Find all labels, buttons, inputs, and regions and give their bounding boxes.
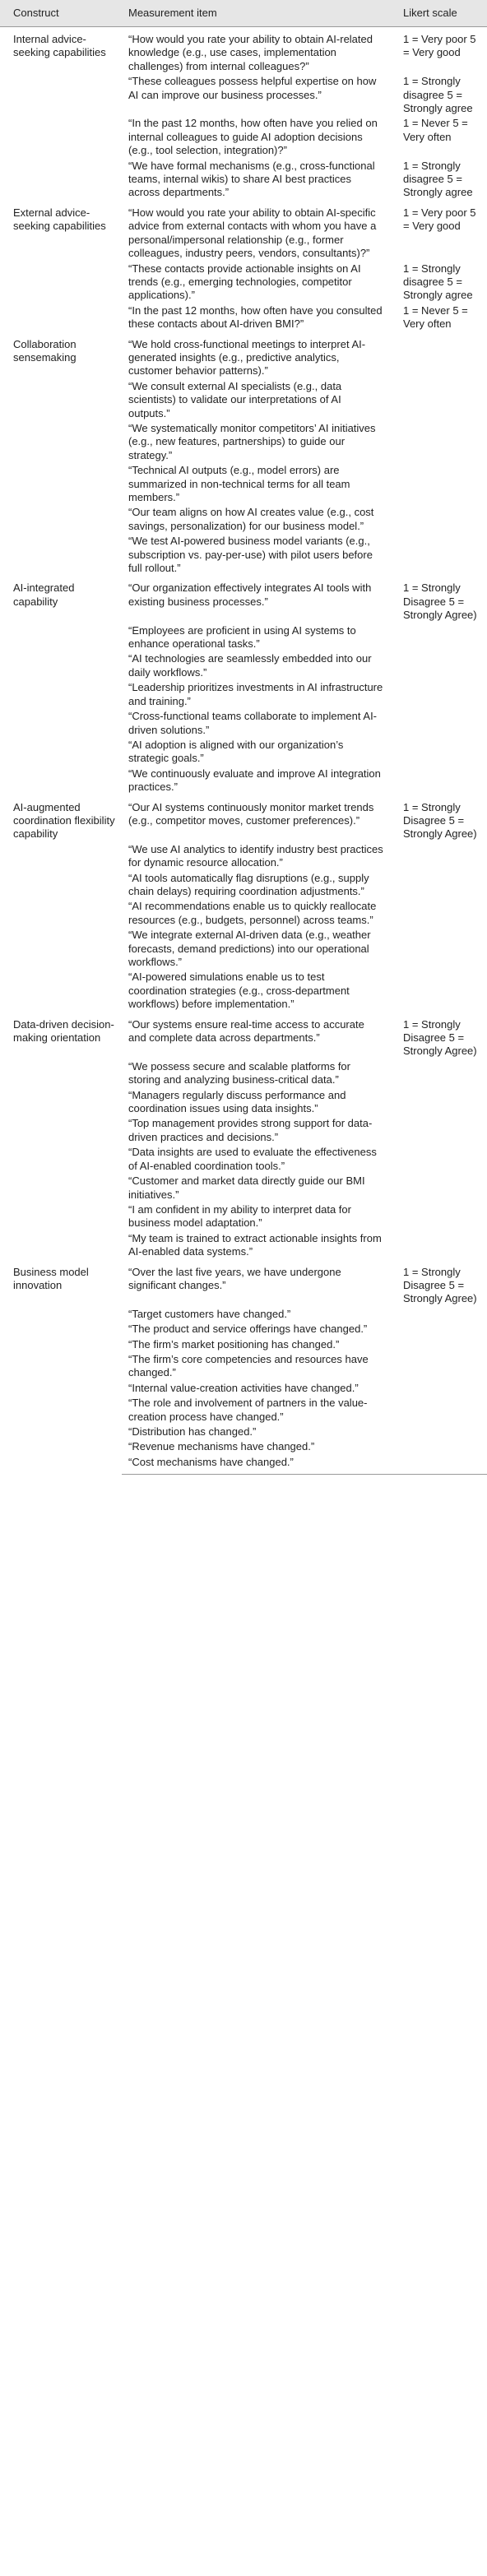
likert-scale-cell [397, 332, 487, 379]
likert-scale-cell [397, 970, 487, 1012]
measurement-item-cell: “We hold cross-functional meetings to interpret AI-generated insights (e.g., predictive analytics, customer behavior patterns).” [128, 337, 366, 378]
likert-scale-cell [397, 505, 487, 534]
measurement-item-cell: “Distribution has changed.” [128, 1425, 257, 1438]
measurement-item-cell: “In the past 12 months, how often have you consulted these contacts about AI-driven BMI?” [128, 303, 383, 331]
likert-scale-cell [397, 534, 487, 576]
likert-scale-cell: 1 = Strongly disagree 5 = Strongly agree [403, 262, 473, 302]
likert-scale-cell: 1 = Very poor 5 = Very good [403, 33, 476, 59]
table-row [0, 27, 487, 75]
measurement-item-cell: “Target customers have changed.” [128, 1307, 291, 1320]
likert-scale-cell [397, 651, 487, 680]
likert-scale-column-header: Likert scale [397, 0, 487, 27]
measurement-item-cell: “Our systems ensure real-time access to accurate and complete data across departments.” [128, 1017, 364, 1045]
measurement-item-cell: “We systematically monitor competitors’ AI initiatives (e.g., new features, partnerships) to guide our strategy.” [128, 421, 376, 461]
construct-cell: External advice-seeking capabilities [13, 206, 106, 233]
construct-cell: Collaboration sensemaking [13, 337, 77, 364]
measurement-item-cell: “Over the last five years, we have undergone significant changes.” [128, 1265, 341, 1291]
likert-scale-cell: 1 = Strongly disagree 5 = Strongly agree [403, 159, 473, 199]
measurement-item-cell: “Internal value-creation activities have changed.” [128, 1381, 359, 1394]
likert-scale-cell [397, 842, 487, 871]
measurement-item-cell: “AI technologies are seamlessly embedded into our daily workflows.” [128, 652, 372, 679]
likert-scale-cell [397, 1455, 487, 1475]
measurement-item-cell: “These contacts provide actionable insights on AI trends (e.g., emerging technologies, competitor applications).” [128, 262, 361, 302]
likert-scale-cell [397, 1425, 487, 1439]
measurement-item-cell: “Technical AI outputs (e.g., model errors) are summarized in non-technical terms for all team members.” [128, 464, 350, 503]
header-row [0, 0, 487, 27]
measurement-item-cell: “Customer and market data directly guide our BMI initiatives.” [128, 1174, 365, 1201]
measurement-item-cell: “Leadership prioritizes investments in AI infrastructure and training.” [128, 681, 383, 707]
likert-scale-cell [397, 1352, 487, 1381]
likert-scale-cell: 1 = Strongly disagree 5 = Strongly agree [403, 75, 473, 115]
likert-scale-cell [397, 1088, 487, 1117]
measurement-item-cell: “My team is trained to extract actionable insights from AI-enabled data systems.” [128, 1231, 382, 1258]
measurement-item-cell: “The firm’s core competencies and resources have changed.” [128, 1352, 369, 1379]
likert-scale-cell: 1 = Strongly Disagree 5 = Strongly Agree) [403, 800, 477, 841]
likert-scale-cell: 1 = Strongly Disagree 5 = Strongly Agree) [403, 1265, 477, 1305]
measurement-item-cell: “Managers regularly discuss performance and coordination issues using data insights.” [128, 1088, 346, 1115]
table-row [0, 201, 487, 262]
measurement-item-cell: “Revenue mechanisms have changed.” [128, 1440, 315, 1453]
table-row [0, 1260, 487, 1307]
construct-cell: AI-augmented coordination flexibility capability [13, 800, 115, 841]
measurement-item-cell: “In the past 12 months, how often have you relied on internal colleagues to guide AI adoption decisions (e.g., tool selection, integration)?” [128, 117, 378, 157]
measurement-item-cell: “Our team aligns on how AI creates value (e.g., cost savings, personalization) for our business model.” [128, 506, 374, 532]
measurement-item-cell: “How would you rate your ability to obtain AI-specific advice from external contacts with whom you have a personal/impersonal relationship (e.g., former colleagues, industry peers, vendors, consultants)?” [128, 206, 377, 260]
likert-scale-cell [397, 623, 487, 652]
likert-scale-cell [397, 1396, 487, 1425]
likert-scale-cell [397, 899, 487, 928]
measurement-item-cell: “We possess secure and scalable platforms for storing and analyzing business-critical data.” [128, 1059, 350, 1086]
likert-scale-cell [397, 1116, 487, 1145]
measurement-item-cell: “We test AI-powered business model variants (e.g., subscription vs. pay-per-use) with pilot users before full rollout.” [128, 535, 373, 575]
measurement-item-cell: “The role and involvement of partners in the value-creation process have changed.” [128, 1397, 368, 1423]
measurement-item-cell: “Our AI systems continuously monitor market trends (e.g., competitor moves, customer preferences).” [128, 800, 374, 827]
construct-column-header: Construct [0, 0, 122, 27]
measurement-item-cell: “How would you rate your ability to obtain AI-related knowledge (e.g., use cases, implementation challenges) from internal colleagues?” [128, 33, 373, 72]
measurement-item-cell: “AI tools automatically flag disruptions (e.g., supply chain delays) requiring coordination adjustments.” [128, 871, 369, 897]
likert-scale-cell [397, 738, 487, 767]
measurement-item-cell: “Data insights are used to evaluate the effectiveness of AI-enabled coordination tools.” [128, 1146, 377, 1172]
construct-cell: Internal advice-seeking capabilities [13, 33, 106, 59]
likert-scale-cell [397, 1231, 487, 1260]
table-row [0, 576, 487, 623]
table-row [0, 332, 487, 379]
likert-scale-cell: 1 = Never 5 = Very often [403, 117, 468, 143]
likert-scale-cell [397, 709, 487, 738]
likert-scale-cell [397, 1145, 487, 1174]
table-body [0, 27, 487, 1475]
construct-cell: Data-driven decision-making orientation [13, 1017, 114, 1045]
likert-scale-cell: 1 = Never 5 = Very often [403, 303, 468, 331]
measurement-item-cell: “We continuously evaluate and improve AI integration practices.” [128, 767, 381, 794]
likert-scale-cell [397, 1202, 487, 1231]
measurement-item-column-header: Measurement item [122, 0, 397, 27]
likert-scale-cell: 1 = Very poor 5 = Very good [403, 206, 476, 233]
likert-scale-cell [397, 1307, 487, 1322]
table-row [0, 795, 487, 842]
likert-scale-cell [397, 1439, 487, 1454]
construct-cell: Business model innovation [13, 1265, 89, 1291]
likert-scale-cell: 1 = Strongly Disagree 5 = Strongly Agree) [403, 581, 477, 622]
measurement-item-cell: “We integrate external AI-driven data (e.g., weather forecasts, demand predictions) into our operational workflows.” [128, 929, 371, 968]
measurement-item-cell: “Employees are proficient in using AI systems to enhance operational tasks.” [128, 623, 356, 651]
measurement-item-cell: “AI recommendations enable us to quickly reallocate resources (e.g., budgets, personnel) across teams.” [128, 900, 377, 926]
likert-scale-cell [397, 421, 487, 463]
measurement-item-cell: “Cross-functional teams collaborate to implement AI-driven solutions.” [128, 710, 378, 736]
likert-scale-cell [397, 1174, 487, 1202]
table-header [0, 0, 487, 27]
measurement-item-cell: “AI-powered simulations enable us to test coordination strategies (e.g., cross-department workflows) before implementation.” [128, 971, 350, 1011]
likert-scale-cell [397, 767, 487, 795]
measurement-item-cell: “AI adoption is aligned with our organization’s strategic goals.” [128, 738, 344, 765]
measurement-item-cell: “We consult external AI specialists (e.g., data scientists) to validate our interpretations of AI outputs.” [128, 379, 342, 419]
likert-scale-cell: 1 = Strongly Disagree 5 = Strongly Agree) [403, 1017, 477, 1058]
likert-scale-cell [397, 680, 487, 709]
measurement-item-cell: “We use AI analytics to identify industry best practices for dynamic resource allocation.” [128, 842, 383, 869]
likert-scale-cell [397, 871, 487, 900]
likert-scale-cell [397, 463, 487, 505]
measurement-item-cell: “Top management provides strong support for data-driven practices and decisions.” [128, 1117, 373, 1143]
measurement-item-cell: “Our organization effectively integrates AI tools with existing business processes.” [128, 581, 372, 608]
measurement-item-cell: “Cost mechanisms have changed.” [122, 1455, 397, 1475]
measurement-item-cell: “These colleagues possess helpful expertise on how AI can improve our business processes.” [128, 75, 377, 101]
likert-scale-cell [397, 379, 487, 421]
likert-scale-cell [397, 1322, 487, 1337]
construct-cell: AI-integrated capability [13, 581, 75, 608]
likert-scale-cell [397, 1059, 487, 1088]
measurement-item-cell: “The product and service offerings have changed.” [128, 1323, 368, 1336]
measurement-item-cell: “The firm’s market positioning has changed.” [128, 1337, 340, 1351]
likert-scale-cell [397, 1381, 487, 1396]
measurement-item-cell: “We have formal mechanisms (e.g., cross-functional teams, internal wikis) to share AI best practices across departments.” [128, 159, 375, 199]
measurement-item-cell: “I am confident in my ability to interpret data for business model adaptation.” [128, 1202, 351, 1230]
likert-scale-cell [397, 928, 487, 970]
likert-scale-cell [397, 1337, 487, 1352]
table-row [0, 1012, 487, 1059]
